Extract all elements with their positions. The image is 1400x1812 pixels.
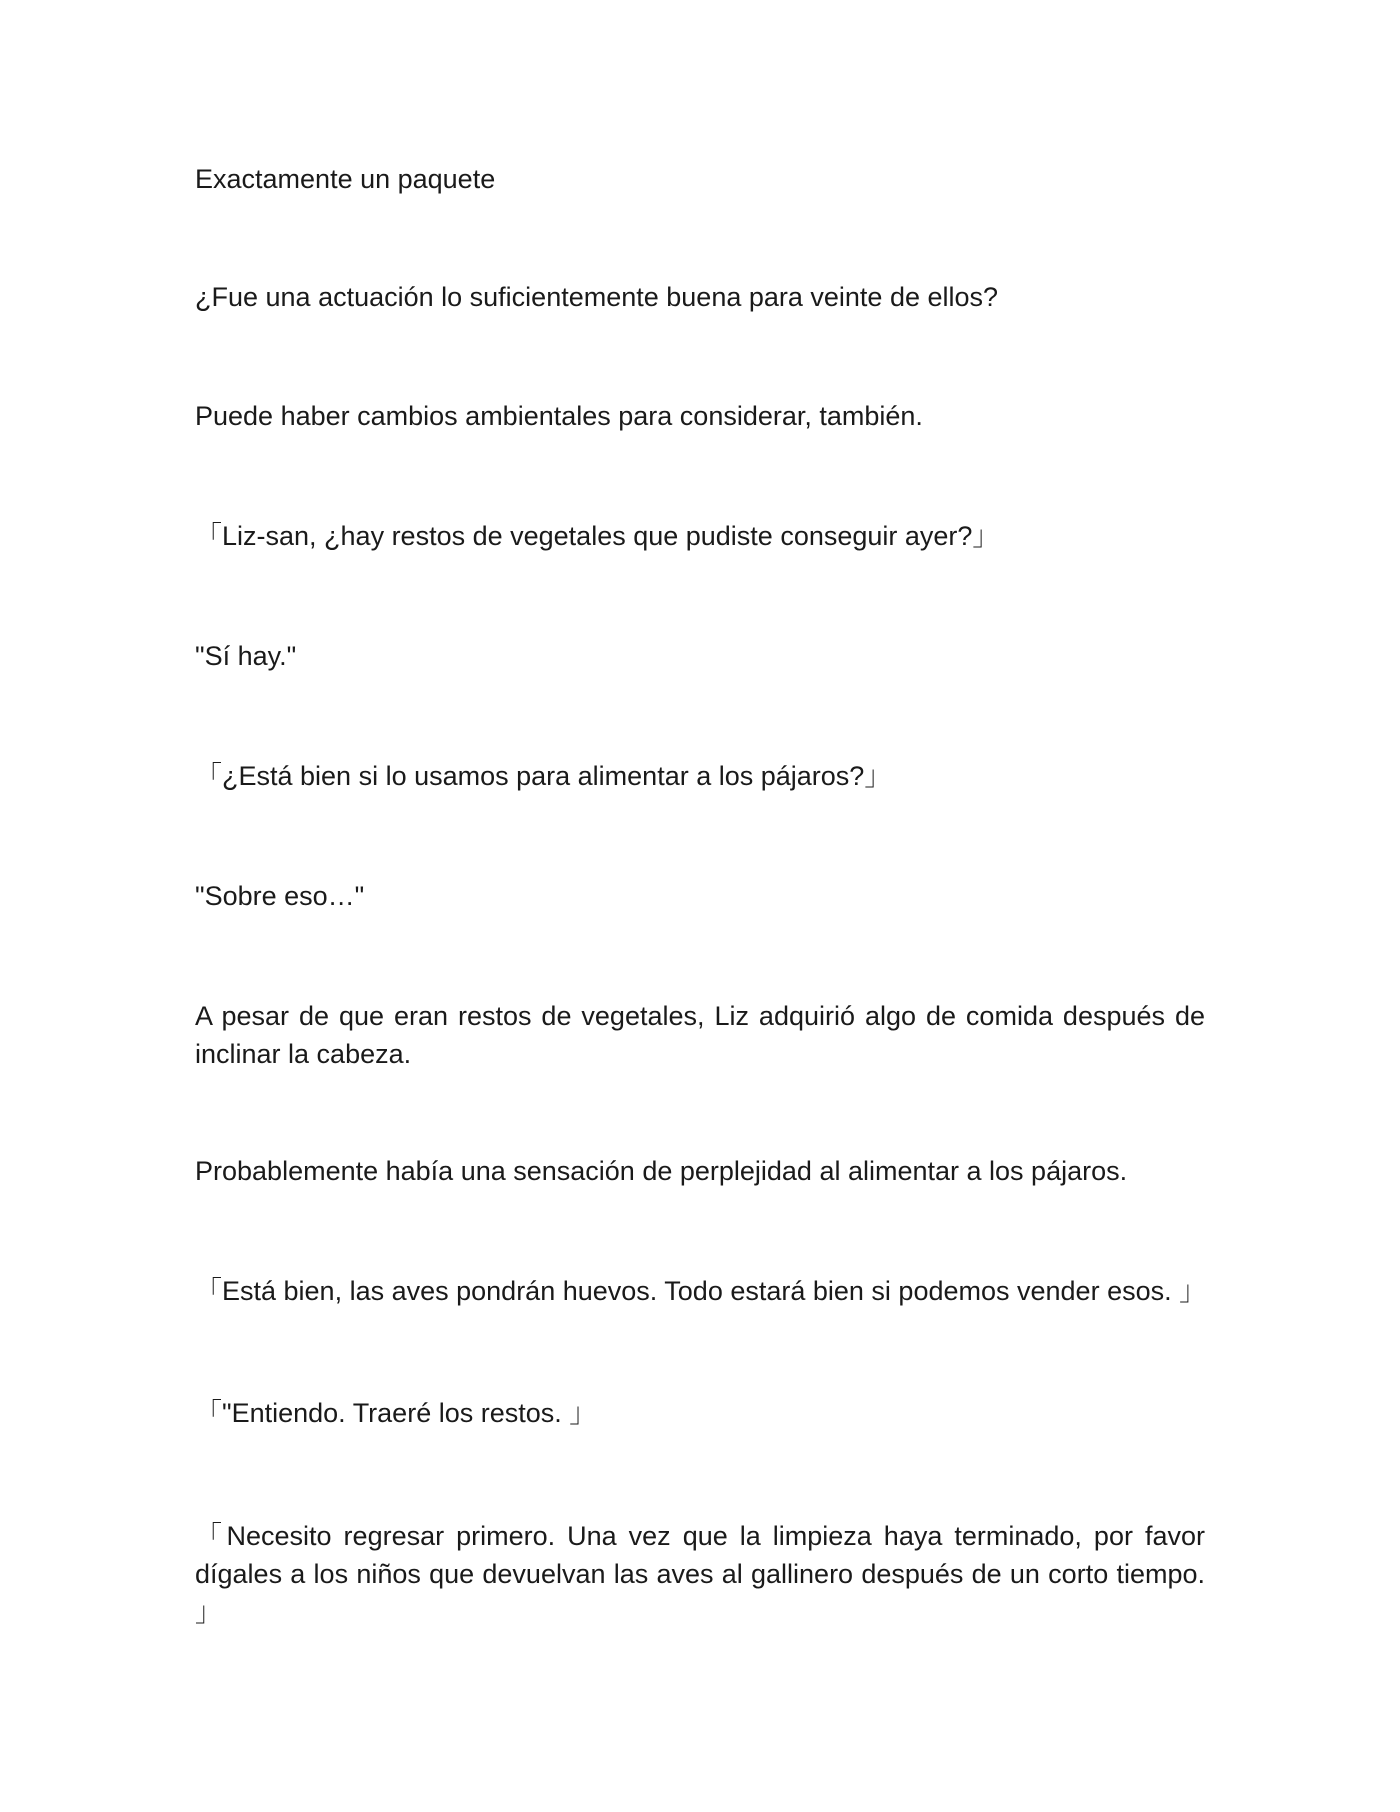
paragraph: ¿Fue una actuación lo suficientemente buena para veinte de ellos? [195,282,999,312]
dialogue-line: "Sí hay." [195,641,297,671]
dialogue-line: "Sobre eso…" [195,881,365,911]
paragraph: Probablemente había una sensación de perplejidad al alimentar a los pájaros. [195,1156,1128,1186]
dialogue-line: 「Liz-san, ¿hay restos de vegetales que pudiste conseguir ayer?」 [195,521,1000,551]
dialogue-line: 「¿Está bien si lo usamos para alimentar a los pájaros?」 [195,761,892,791]
paragraph: A pesar de que eran restos de vegetales, Liz adquirió algo de comida después de inclinar la cabeza. [195,1001,1205,1069]
dialogue-line: 「"Entiendo. Traeré los restos. 」 [195,1398,597,1428]
dialogue-line: 「Necesito regresar primero. Una vez que la limpieza haya terminado, por favor dígales a los niños que devuelvan las aves al gallinero después de un corto tiempo. 」 [195,1521,1205,1627]
paragraph: Puede haber cambios ambientales para considerar, también. [195,401,923,431]
paragraph-title: Exactamente un paquete [195,164,496,194]
dialogue-line: 「Está bien, las aves pondrán huevos. Todo estará bien si podemos vender esos. 」 [195,1276,1207,1306]
